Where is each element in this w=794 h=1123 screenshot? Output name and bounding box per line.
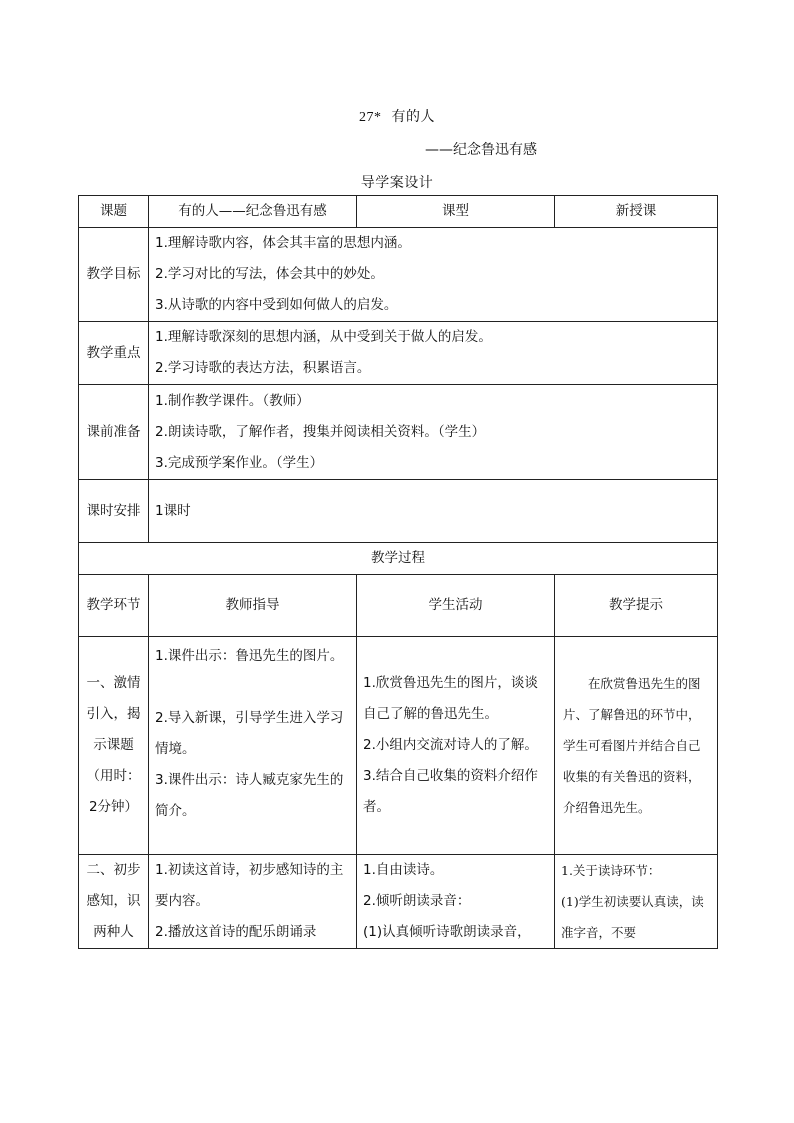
prep-item: 1.制作教学课件。（教师） [155, 392, 310, 409]
stage2-teacher-item: 2.播放这首诗的配乐朗诵录 [155, 924, 317, 940]
stage2-teacher-item: 1.初读这首诗，初步感知诗的主要内容。 [155, 862, 344, 909]
stage1-teacher-item: 1.课件出示：鲁迅先生的图片。 [155, 648, 344, 664]
col-hint: 教学提示 [555, 575, 718, 637]
stage1-name-line: 示课题 [93, 737, 134, 753]
stage1-teacher-item: 2.导入新课，引导学生进入学习情境。 [155, 710, 344, 757]
process-header-row [79, 575, 718, 637]
prep-label: 课前准备 [79, 385, 149, 480]
type-label: 课型 [357, 196, 555, 228]
col-stage: 教学环节 [79, 575, 149, 637]
lesson-number: 27* [359, 110, 382, 125]
stage1-name-line: 引入，揭 [86, 706, 141, 722]
hours-row [79, 480, 718, 543]
prep-item: 3.完成预学案作业。（学生） [155, 454, 324, 471]
stage2-student-item: 2.倾听朗读录音： [363, 893, 471, 909]
stage1-name-line: 一、激情 [86, 675, 141, 691]
stage2-hint-item: (1)学生初读要认真读，读准字音，不要 [561, 894, 704, 940]
goal-item: 1.理解诗歌内容，体会其丰富的思想内涵。 [155, 235, 411, 251]
stage1-student [357, 637, 555, 855]
type-value: 新授课 [555, 196, 718, 228]
stage2-teacher [149, 855, 357, 949]
prep-row [79, 385, 718, 480]
topic-row [79, 196, 718, 228]
goal-item: 2.学习对比的写法，体会其中的妙处。 [155, 266, 384, 282]
topic-label: 课题 [79, 196, 149, 228]
goals-label: 教学目标 [79, 228, 149, 322]
process-title-row [79, 543, 718, 575]
lesson-plan-table [78, 195, 718, 949]
hours-label: 课时安排 [79, 480, 149, 543]
focus-row [79, 322, 718, 385]
stage1-name-line: 2分钟） [88, 799, 139, 815]
stage1-student-item: 2.小组内交流对诗人的了解。 [363, 737, 538, 753]
topic-value: 有的人——纪念鲁迅有感 [149, 196, 357, 228]
stage2-name [79, 855, 149, 949]
focus-content [149, 322, 718, 385]
col-teacher: 教师指导 [149, 575, 357, 637]
goals-row [79, 228, 718, 322]
goals-content [149, 228, 718, 322]
stage2-name-line: 感知，识 [86, 893, 141, 909]
prep-item: 2.朗读诗歌，了解作者，搜集并阅读相关资料。（学生） [155, 423, 486, 440]
lesson-title-text: 有的人 [391, 109, 435, 125]
stage2-student-item: 1.自由读诗。 [363, 862, 444, 878]
stage2-student [357, 855, 555, 949]
stage2-name-line: 两种人 [93, 924, 134, 940]
stage1-student-item: 3.结合自己收集的资料介绍作者。 [363, 768, 538, 815]
stage2-hint-item: 1.关于读诗环节： [561, 863, 661, 878]
stage2-name-line: 二、初步 [86, 862, 141, 878]
stage1-name-line: （用时： [86, 768, 141, 784]
focus-item: 1.理解诗歌深刻的思想内涵，从中受到关于做人的启发。 [155, 329, 492, 345]
lesson-subtitle: ——纪念鲁迅有感 [425, 142, 537, 158]
col-student: 学生活动 [357, 575, 555, 637]
stage1-teacher-item: 3.课件出示：诗人臧克家先生的简介。 [155, 772, 344, 819]
hours-value: 1课时 [149, 480, 718, 543]
goal-item: 3.从诗歌的内容中受到如何做人的启发。 [155, 297, 398, 313]
stage1-name [79, 637, 149, 855]
focus-label: 教学重点 [79, 322, 149, 385]
lesson-title [0, 106, 794, 126]
process-title: 教学过程 [79, 543, 718, 575]
stage1-teacher [149, 637, 357, 855]
document-heading: 导学案设计 [360, 175, 434, 191]
focus-item: 2.学习诗歌的表达方法，积累语言。 [155, 360, 371, 376]
stage1-hint [555, 637, 718, 855]
stage1-row [79, 637, 718, 855]
stage1-hint-text: 在欣赏鲁迅先生的图片、了解鲁迅的环节中，学生可看图片并结合自己收集的有关鲁迅的资料，介绍鲁迅先生。 [563, 676, 701, 815]
prep-content [149, 385, 718, 480]
stage2-row [79, 855, 718, 949]
stage2-student-item: (1)认真倾听诗歌朗读录音， [363, 924, 531, 940]
stage1-student-item: 1.欣赏鲁迅先生的图片，谈谈自己了解的鲁迅先生。 [363, 675, 538, 722]
stage2-hint [555, 855, 718, 949]
